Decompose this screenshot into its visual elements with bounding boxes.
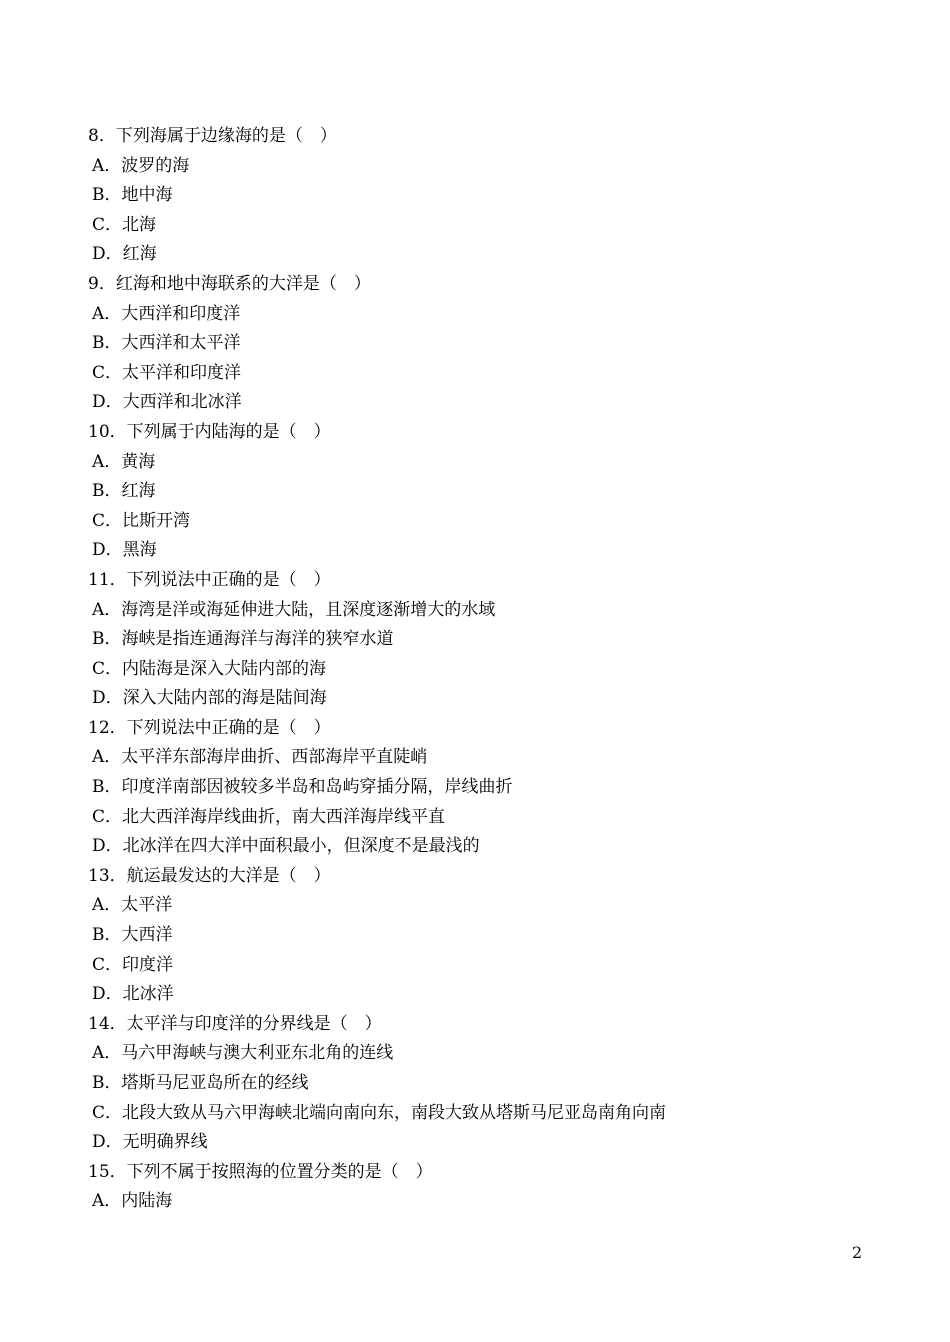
question-option: A．海湾是洋或海延伸进大陆，且深度逐渐增大的水域 <box>92 599 496 620</box>
question-stem: 8．下列海属于边缘海的是（ ） <box>88 126 337 146</box>
question-option: B．印度洋南部因被较多半岛和岛屿穿插分隔，岸线曲折 <box>92 777 513 798</box>
question-stem: 15．下列不属于按照海的位置分类的是（ ） <box>88 1161 433 1182</box>
question-option: A．马六甲海峡与澳大利亚东北角的连线 <box>92 1043 394 1064</box>
question-option: B．大西洋 <box>92 925 173 946</box>
question-option: D．无明确界线 <box>92 1132 208 1153</box>
question-option: A．内陆海 <box>92 1191 173 1212</box>
question-stem: 10．下列属于内陆海的是（ ） <box>88 421 331 442</box>
question-stem: 12．下列说法中正确的是（ ） <box>88 717 331 738</box>
question-option: A．黄海 <box>92 451 156 472</box>
question-option: D．深入大陆内部的海是陆间海 <box>92 688 327 709</box>
question-option: D．北冰洋 <box>92 984 174 1005</box>
question-option: D．北冰洋在四大洋中面积最小，但深度不是最浅的 <box>92 836 480 857</box>
question-list <box>88 122 888 1217</box>
page-number: 2 <box>852 1243 863 1262</box>
question-option: A．大西洋和印度洋 <box>92 303 241 324</box>
question-option: C．比斯开湾 <box>92 510 191 531</box>
question-option: A．太平洋东部海岸曲折、西部海岸平直陡峭 <box>92 747 428 768</box>
question-option: D．黑海 <box>92 540 157 561</box>
question-option: B．塔斯马尼亚岛所在的经线 <box>92 1073 309 1093</box>
question-option: D．红海 <box>92 244 157 265</box>
question-option: A．太平洋 <box>92 895 173 916</box>
question-option: B．海峡是指连通海洋与海洋的狭窄水道 <box>92 629 394 650</box>
question-option: B．大西洋和太平洋 <box>92 333 241 354</box>
question-option: C．北海 <box>92 214 157 235</box>
question-option: D．大西洋和北冰洋 <box>92 392 242 413</box>
question-option: B．地中海 <box>92 185 173 206</box>
question-stem: 11．下列说法中正确的是（ ） <box>88 569 331 590</box>
question-stem: 14．太平洋与印度洋的分界线是（ ） <box>88 1013 382 1034</box>
question-option: A．波罗的海 <box>92 155 190 176</box>
question-option: C．太平洋和印度洋 <box>92 362 242 383</box>
question-option: C．印度洋 <box>92 954 174 975</box>
question-stem: 13．航运最发达的大洋是（ ） <box>88 865 331 886</box>
question-stem: 9．红海和地中海联系的大洋是（ ） <box>88 273 371 294</box>
question-option: B．红海 <box>92 481 156 502</box>
question-option: C．北段大致从马六甲海峡北端向南向东，南段大致从塔斯马尼亚岛南角向南 <box>92 1102 667 1123</box>
question-option: C．北大西洋海岸线曲折，南大西洋海岸线平直 <box>92 806 446 827</box>
question-option: C．内陆海是深入大陆内部的海 <box>92 658 327 679</box>
